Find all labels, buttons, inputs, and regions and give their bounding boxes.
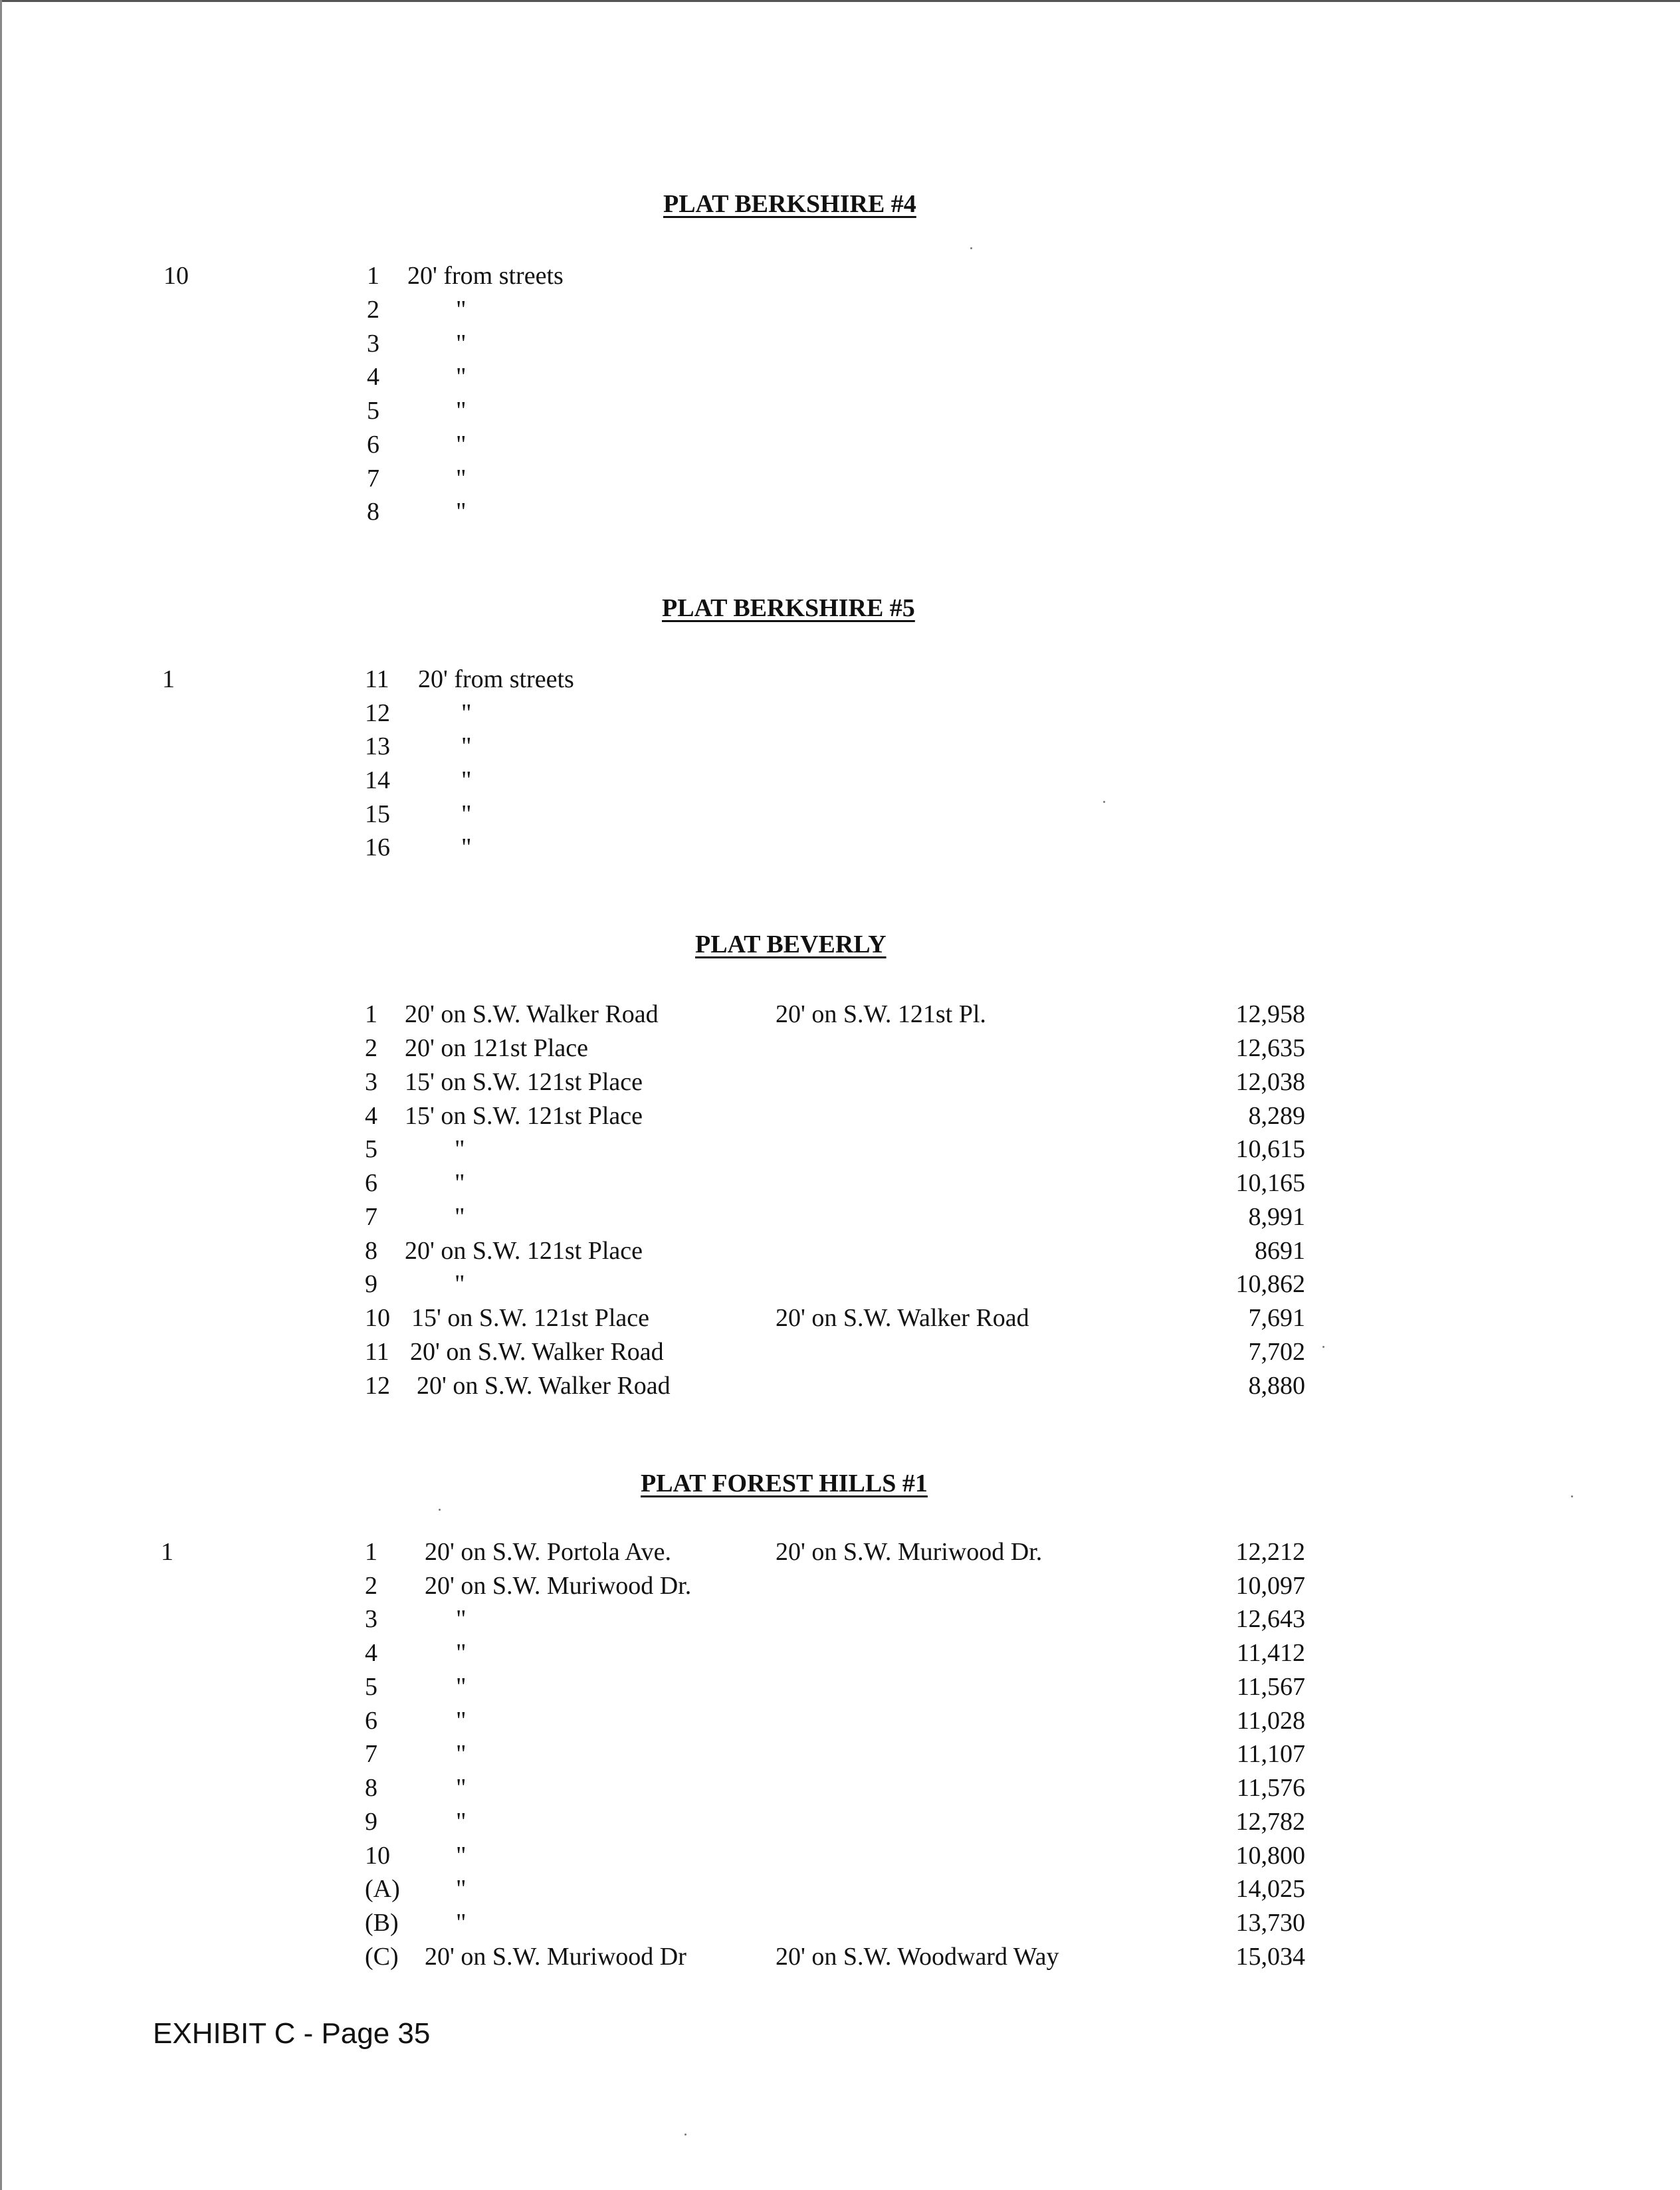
lot-area: 12,212 — [1235, 1538, 1305, 1566]
block-number: 1 — [162, 665, 175, 693]
scan-left-edge — [0, 0, 2, 2190]
section-title: PLAT BERKSHIRE #4 — [663, 190, 916, 218]
lot-area: 12,635 — [1235, 1034, 1305, 1062]
lot-area: 8,289 — [1248, 1102, 1305, 1130]
lot-number: 15 — [365, 800, 390, 828]
lot-number: 10 — [365, 1304, 390, 1332]
ditto-mark: " — [456, 1639, 467, 1667]
lot-number: 3 — [365, 1605, 377, 1633]
setback-primary: 15' on S.W. 121st Place — [405, 1068, 643, 1096]
lot-number: 9 — [365, 1270, 377, 1298]
ditto-mark: " — [456, 1875, 467, 1903]
scan-speck — [970, 247, 972, 249]
block-number: 10 — [163, 262, 189, 290]
lot-area: 11,028 — [1236, 1707, 1305, 1735]
lot-area: 8,880 — [1248, 1372, 1305, 1400]
lot-area: 11,567 — [1236, 1673, 1305, 1701]
lot-number: 13 — [365, 732, 390, 760]
setback-primary: 20' on S.W. Walker Road — [410, 1338, 664, 1366]
ditto-mark: " — [456, 1740, 467, 1768]
ditto-mark: " — [456, 1673, 467, 1701]
ditto-mark: " — [456, 1909, 467, 1937]
lot-number: (C) — [365, 1943, 399, 1971]
ditto-mark: " — [456, 1808, 467, 1836]
setback-secondary: 20' on S.W. Muriwood Dr. — [776, 1538, 1043, 1566]
lot-number: 6 — [365, 1707, 377, 1735]
setback-primary: 20' on 121st Place — [405, 1034, 588, 1062]
lot-area: 10,097 — [1235, 1572, 1305, 1600]
lot-number: 3 — [367, 330, 379, 358]
scan-speck — [1322, 1346, 1324, 1348]
lot-number: 1 — [365, 1538, 377, 1566]
scan-top-edge — [0, 0, 1680, 2]
ditto-mark: " — [461, 833, 472, 861]
lot-area: 11,576 — [1236, 1774, 1305, 1802]
lot-number: 5 — [365, 1135, 377, 1163]
ditto-mark: " — [461, 699, 472, 727]
ditto-mark: " — [456, 363, 467, 391]
ditto-mark: " — [455, 1169, 465, 1197]
lot-area: 7,691 — [1248, 1304, 1305, 1332]
lot-area: 12,782 — [1235, 1808, 1305, 1836]
scan-speck — [1103, 801, 1105, 803]
ditto-mark: " — [461, 766, 472, 794]
lot-number: 2 — [365, 1034, 377, 1062]
setback-secondary: 20' on S.W. Woodward Way — [776, 1943, 1059, 1971]
lot-number: (B) — [365, 1909, 399, 1937]
ditto-mark: " — [456, 397, 467, 425]
section-title: PLAT BERKSHIRE #5 — [662, 594, 915, 622]
setback-primary: 20' on S.W. Walker Road — [405, 1000, 659, 1028]
lot-area: 8691 — [1255, 1237, 1305, 1265]
lot-number: 7 — [367, 465, 379, 493]
section-title: PLAT FOREST HILLS #1 — [641, 1470, 928, 1497]
lot-number: 5 — [367, 397, 379, 425]
setback-primary: 20' from streets — [407, 262, 564, 290]
lot-number: 16 — [365, 833, 390, 861]
page-footer: EXHIBIT C - Page 35 — [153, 2017, 431, 2050]
setback-primary: 15' on S.W. 121st Place — [405, 1102, 643, 1130]
lot-area: 7,702 — [1248, 1338, 1305, 1366]
scan-speck — [1571, 1495, 1573, 1497]
ditto-mark: " — [455, 1270, 465, 1298]
lot-number: 6 — [367, 431, 379, 459]
setback-primary: 20' on S.W. Muriwood Dr — [425, 1943, 686, 1971]
lot-number: 8 — [365, 1237, 377, 1265]
lot-number: 8 — [365, 1774, 377, 1802]
lot-area: 12,643 — [1235, 1605, 1305, 1633]
lot-area: 12,958 — [1235, 1000, 1305, 1028]
ditto-mark: " — [455, 1135, 465, 1163]
ditto-mark: " — [456, 1774, 467, 1802]
lot-number: 1 — [367, 262, 379, 290]
lot-number: 3 — [365, 1068, 377, 1096]
lot-area: 11,107 — [1236, 1740, 1305, 1768]
scan-speck — [684, 2134, 686, 2135]
lot-number: 12 — [365, 699, 390, 727]
lot-number: 11 — [365, 1338, 389, 1366]
lot-number: 8 — [367, 498, 379, 526]
lot-number: 5 — [365, 1673, 377, 1701]
ditto-mark: " — [456, 431, 467, 459]
lot-number: 11 — [365, 665, 389, 693]
lot-number: 9 — [365, 1808, 377, 1836]
setback-secondary: 20' on S.W. 121st Pl. — [776, 1000, 986, 1028]
section-title: PLAT BEVERLY — [695, 931, 887, 958]
lot-area: 13,730 — [1235, 1909, 1305, 1937]
setback-primary: 20' on S.W. 121st Place — [405, 1237, 643, 1265]
lot-number: 4 — [365, 1639, 377, 1667]
ditto-mark: " — [456, 1842, 467, 1870]
ditto-mark: " — [456, 1707, 467, 1735]
lot-number: 14 — [365, 766, 390, 794]
lot-area: 8,991 — [1248, 1203, 1305, 1231]
ditto-mark: " — [455, 1203, 465, 1231]
ditto-mark: " — [456, 498, 467, 526]
ditto-mark: " — [456, 330, 467, 358]
setback-primary: 20' on S.W. Muriwood Dr. — [425, 1572, 692, 1600]
setback-secondary: 20' on S.W. Walker Road — [776, 1304, 1029, 1332]
lot-area: 10,862 — [1235, 1270, 1305, 1298]
lot-number: 10 — [365, 1842, 390, 1870]
ditto-mark: " — [461, 800, 472, 828]
lot-area: 10,165 — [1235, 1169, 1305, 1197]
lot-number: 12 — [365, 1372, 390, 1400]
lot-number: 2 — [367, 296, 379, 324]
lot-area: 10,615 — [1235, 1135, 1305, 1163]
scan-speck — [439, 1509, 441, 1511]
lot-number: 4 — [365, 1102, 377, 1130]
block-number: 1 — [161, 1538, 173, 1566]
lot-number: 2 — [365, 1572, 377, 1600]
ditto-mark: " — [456, 465, 467, 493]
ditto-mark: " — [461, 732, 472, 760]
setback-primary: 20' on S.W. Walker Road — [417, 1372, 671, 1400]
setback-primary: 15' on S.W. 121st Place — [411, 1304, 649, 1332]
setback-primary: 20' on S.W. Portola Ave. — [425, 1538, 672, 1566]
lot-area: 15,034 — [1235, 1943, 1305, 1971]
ditto-mark: " — [456, 296, 467, 324]
lot-area: 14,025 — [1235, 1875, 1305, 1903]
lot-number: 6 — [365, 1169, 377, 1197]
setback-primary: 20' from streets — [418, 665, 574, 693]
lot-number: 7 — [365, 1740, 377, 1768]
lot-number: 7 — [365, 1203, 377, 1231]
lot-area: 10,800 — [1235, 1842, 1305, 1870]
ditto-mark: " — [456, 1605, 467, 1633]
lot-number: 4 — [367, 363, 379, 391]
lot-number: 1 — [365, 1000, 377, 1028]
lot-number: (A) — [365, 1875, 400, 1903]
lot-area: 12,038 — [1235, 1068, 1305, 1096]
lot-area: 11,412 — [1236, 1639, 1305, 1667]
